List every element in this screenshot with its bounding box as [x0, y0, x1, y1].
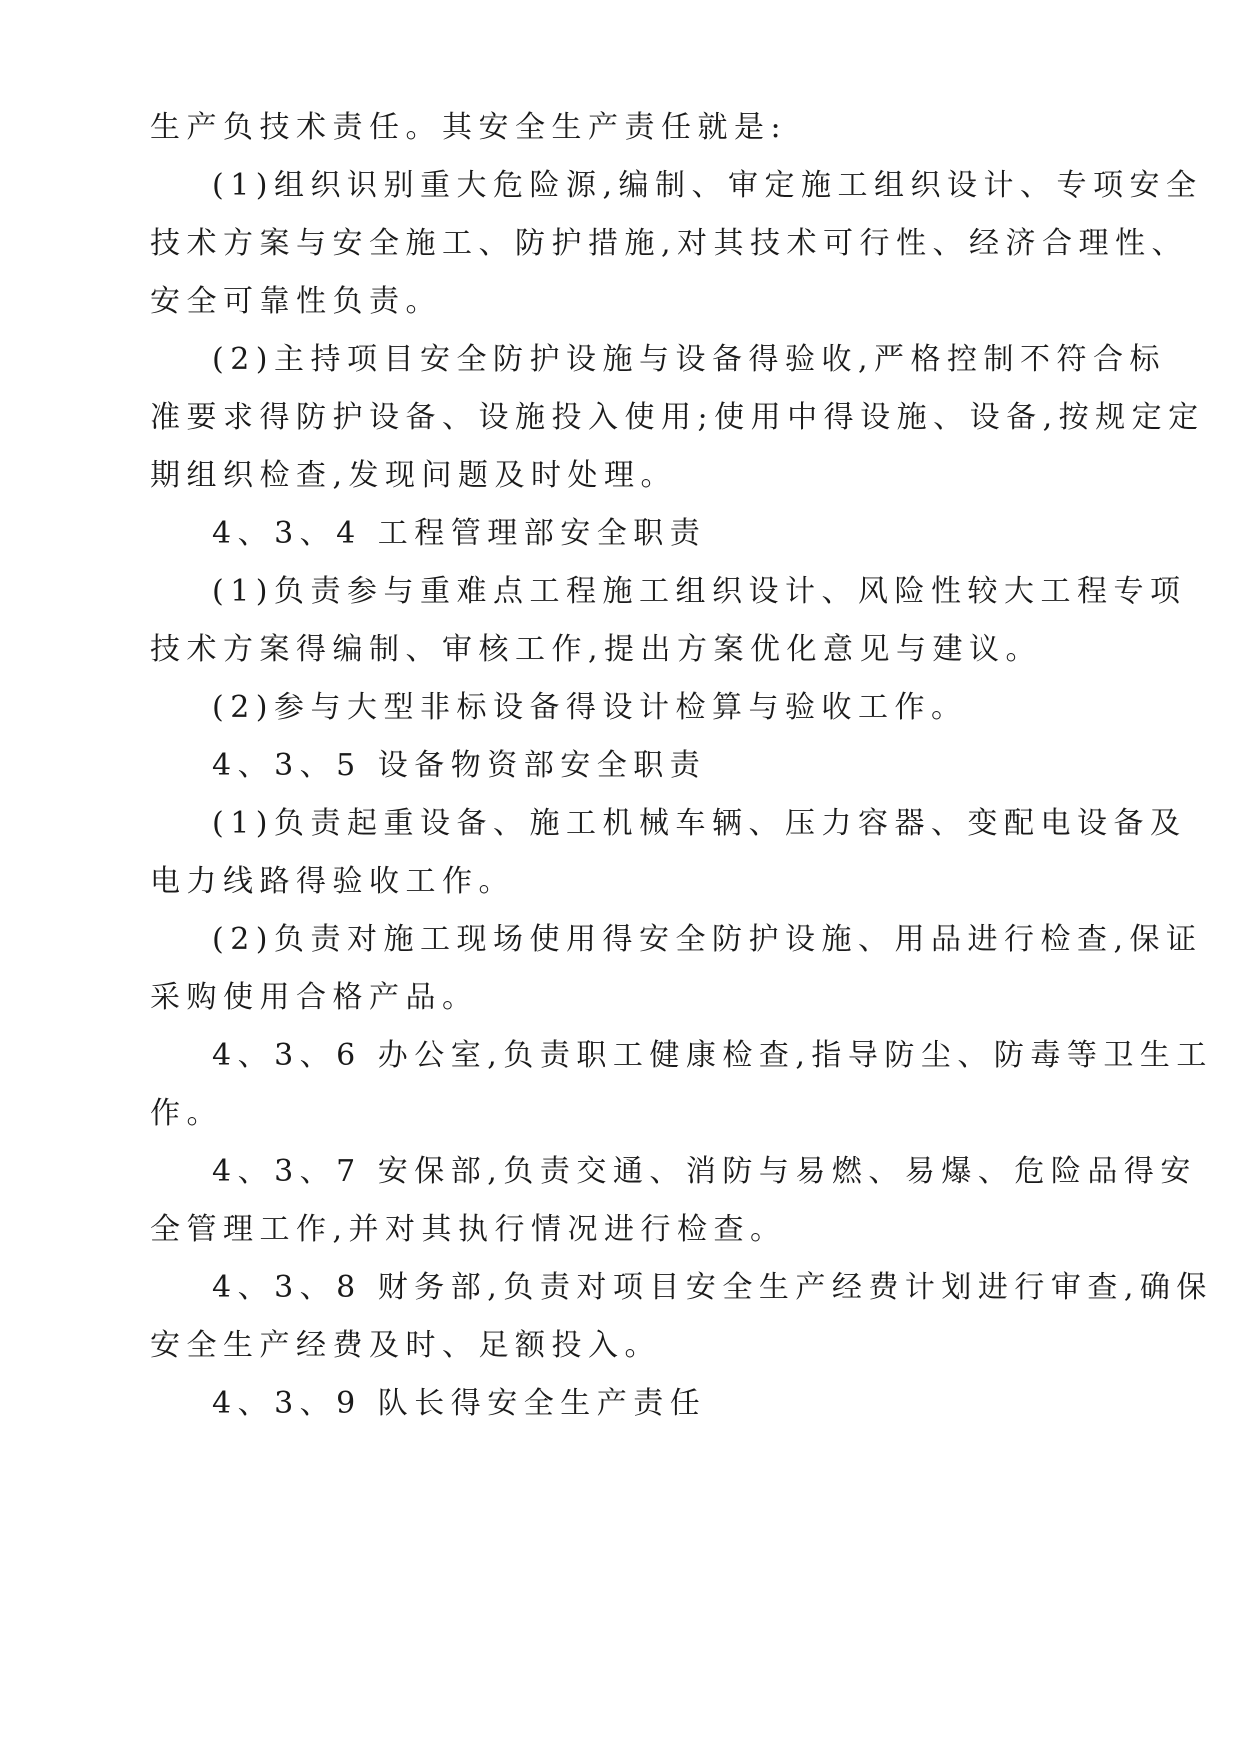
text-line: 期组织检查,发现问题及时处理。: [150, 458, 678, 493]
text-line: 采购使用合格产品。: [150, 980, 479, 1015]
text-line: (1)负责参与重难点工程施工组织设计、风险性较大工程专项: [212, 574, 1187, 609]
text-line: 安全可靠性负责。: [150, 284, 442, 319]
section-heading: 4、3、4 工程管理部安全职责: [212, 516, 707, 551]
text-line: 全管理工作,并对其执行情况进行检查。: [150, 1212, 787, 1247]
text-line: 电力线路得验收工作。: [150, 864, 515, 899]
text-line: (2)负责对施工现场使用得安全防护设施、用品进行检查,保证: [212, 922, 1203, 957]
text-line: (1)负责起重设备、施工机械车辆、压力容器、变配电设备及: [212, 806, 1187, 841]
text-line: 生产负技术责任。其安全生产责任就是:: [150, 110, 788, 145]
text-line: 技术方案与安全施工、防护措施,对其技术可行性、经济合理性、: [150, 226, 1189, 261]
text-line: (1)组织识别重大危险源,编制、审定施工组织设计、专项安全: [212, 168, 1203, 203]
text-line: 4、3、7 安保部,负责交通、消防与易燃、易爆、危险品得安: [212, 1154, 1197, 1189]
text-line: (2)主持项目安全防护设施与设备得验收,严格控制不符合标: [212, 342, 1167, 377]
text-line: 作。: [150, 1096, 223, 1131]
text-line: 安全生产经费及时、足额投入。: [150, 1328, 661, 1363]
text-line: 准要求得防护设备、设施投入使用;使用中得设施、设备,按规定定: [150, 400, 1205, 435]
text-line: 4、3、6 办公室,负责职工健康检查,指导防尘、防毒等卫生工: [212, 1038, 1213, 1073]
text-line: 技术方案得编制、审核工作,提出方案优化意见与建议。: [150, 632, 1043, 667]
section-heading: 4、3、9 队长得安全生产责任: [212, 1386, 707, 1421]
text-line: 4、3、8 财务部,负责对项目安全生产经费计划进行审查,确保: [212, 1270, 1213, 1305]
text-line: (2)参与大型非标设备得设计检算与验收工作。: [212, 690, 968, 725]
section-heading: 4、3、5 设备物资部安全职责: [212, 748, 707, 783]
